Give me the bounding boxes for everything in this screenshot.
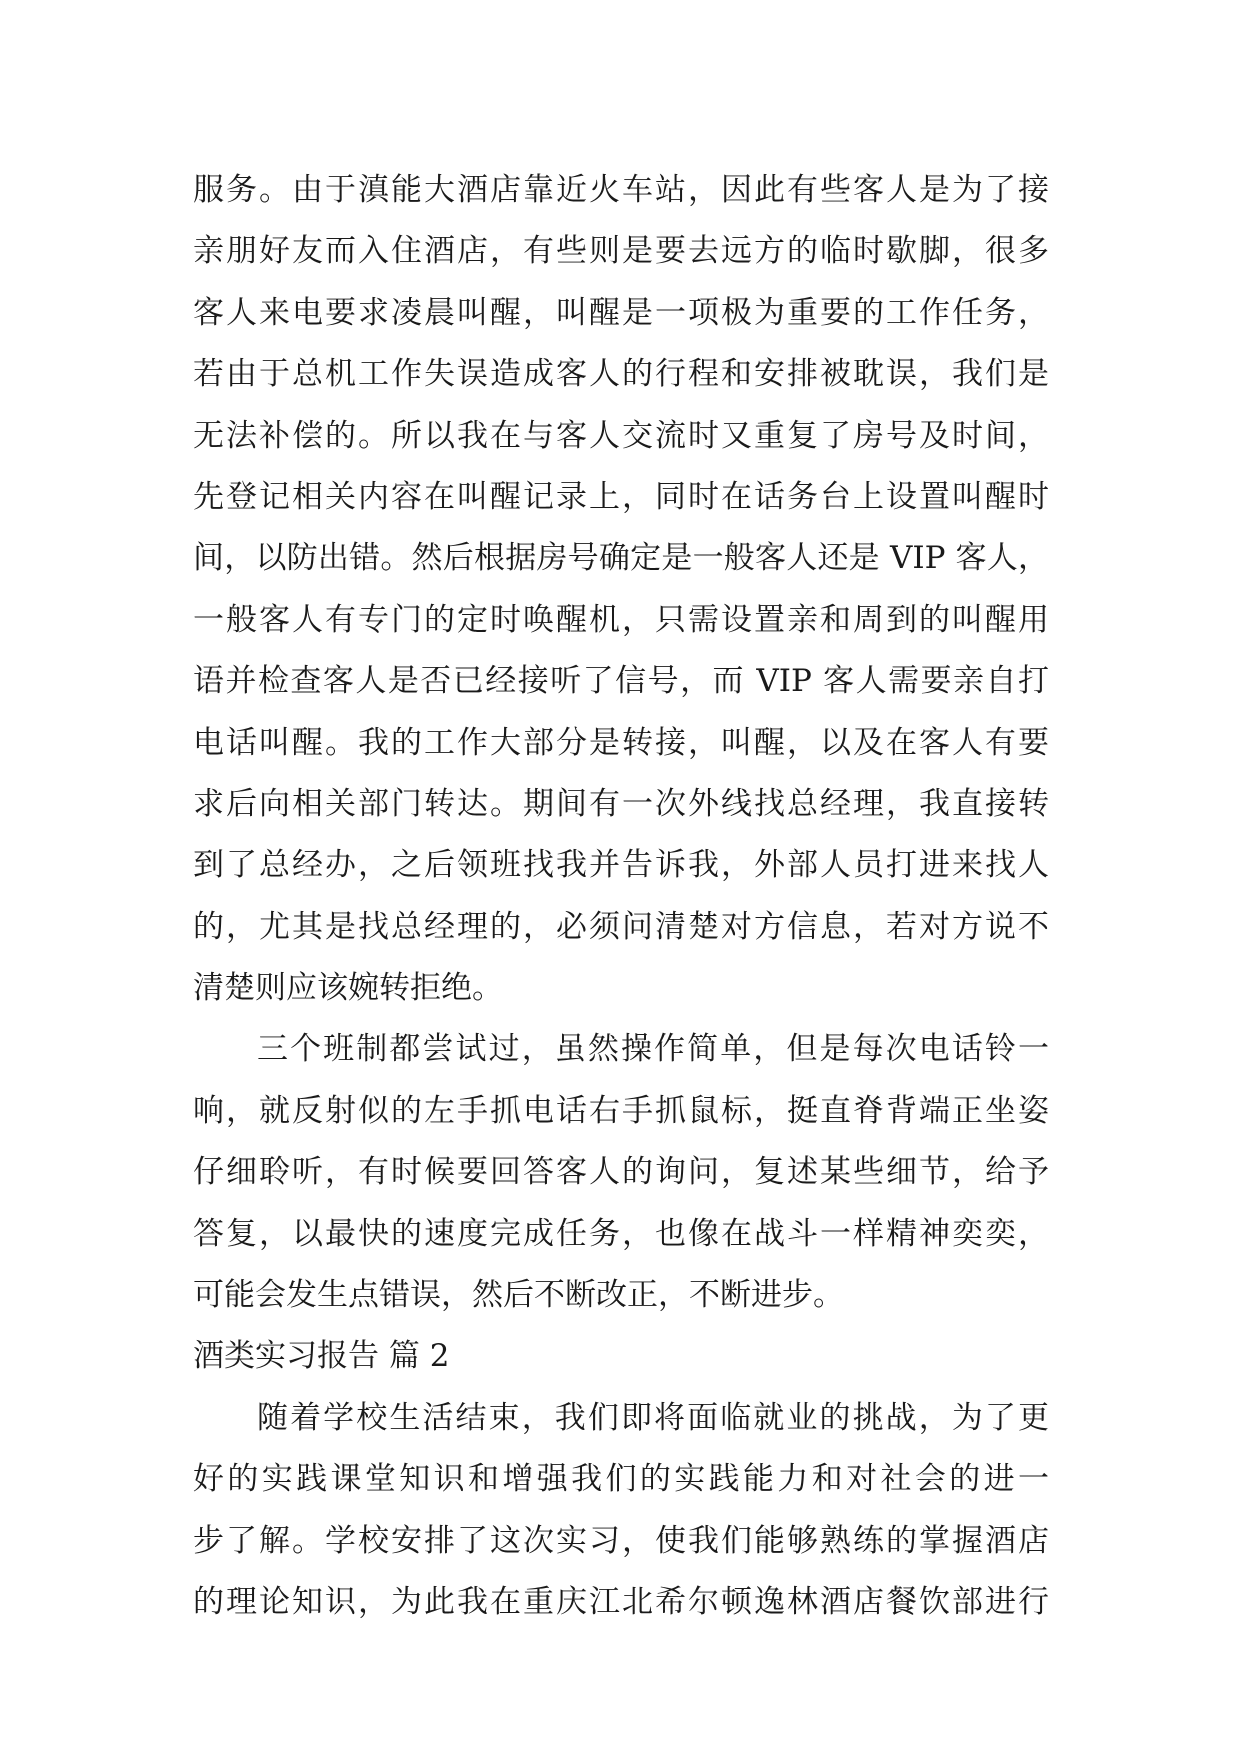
- paragraph-line: 步了解。学校安排了这次实习，使我们能够熟练的掌握酒店: [193, 1522, 1049, 1559]
- paragraph-line: 间，以防出错。然后根据房号确定是一般客人还是 VIP 客人，: [193, 540, 1049, 577]
- paragraph-line: 好的实践课堂知识和增强我们的实践能力和对社会的进一: [193, 1461, 1049, 1498]
- paragraph-line: 仔细聆听，有时候要回答客人的询问，复述某些细节，给予: [193, 1154, 1049, 1191]
- paragraph-line: 客人来电要求凌晨叫醒，叫醒是一项极为重要的工作任务，: [193, 294, 1049, 331]
- paragraph-3: [193, 1388, 1049, 1634]
- paragraph-line: 无法补偿的。所以我在与客人交流时又重复了房号及时间，: [193, 417, 1049, 454]
- paragraph-line: 到了总经办，之后领班找我并告诉我，外部人员打进来找人: [193, 847, 1049, 884]
- paragraph-2: [193, 1019, 1049, 1326]
- paragraph-1: [193, 160, 1049, 1019]
- paragraph-line: 先登记相关内容在叫醒记录上，同时在话务台上设置叫醒时: [193, 478, 1049, 515]
- paragraph-line: 服务。由于滇能大酒店靠近火车站，因此有些客人是为了接: [193, 172, 1049, 208]
- paragraph-line: 可能会发生点错误，然后不断改正，不断进步。: [193, 1277, 844, 1314]
- document-body: [193, 160, 1049, 1633]
- paragraph-line: 的理论知识，为此我在重庆江北希尔顿逸林酒店餐饮部进行: [193, 1583, 1049, 1620]
- paragraph-line: 响，就反射似的左手抓电话右手抓鼠标，挺直脊背端正坐姿: [193, 1092, 1049, 1129]
- paragraph-line: 语并检查客人是否已经接听了信号，而 VIP 客人需要亲自打: [193, 663, 1049, 700]
- paragraph-line: 的，尤其是找总经理的，必须问清楚对方信息，若对方说不: [193, 908, 1049, 945]
- paragraph-line: 清楚则应该婉转拒绝。: [193, 970, 503, 1007]
- paragraph-line: 三个班制都尝试过，虽然操作简单，但是每次电话铃一: [257, 1031, 1049, 1068]
- section-heading: 酒类实习报告 篇 2: [193, 1338, 450, 1375]
- paragraph-line: 随着学校生活结束，我们即将面临就业的挑战，为了更: [257, 1399, 1049, 1436]
- paragraph-line: 亲朋好友而入住酒店，有些则是要去远方的临时歇脚，很多: [193, 233, 1049, 270]
- paragraph-line: 答复，以最快的速度完成任务，也像在战斗一样精神奕奕，: [193, 1215, 1049, 1252]
- paragraph-line: 若由于总机工作失误造成客人的行程和安排被耽误，我们是: [193, 356, 1049, 393]
- paragraph-line: 一般客人有专门的定时唤醒机，只需设置亲和周到的叫醒用: [193, 601, 1049, 638]
- paragraph-line: 求后向相关部门转达。期间有一次外线找总经理，我直接转: [193, 785, 1049, 822]
- paragraph-line: 电话叫醒。我的工作大部分是转接，叫醒，以及在客人有要: [193, 724, 1049, 761]
